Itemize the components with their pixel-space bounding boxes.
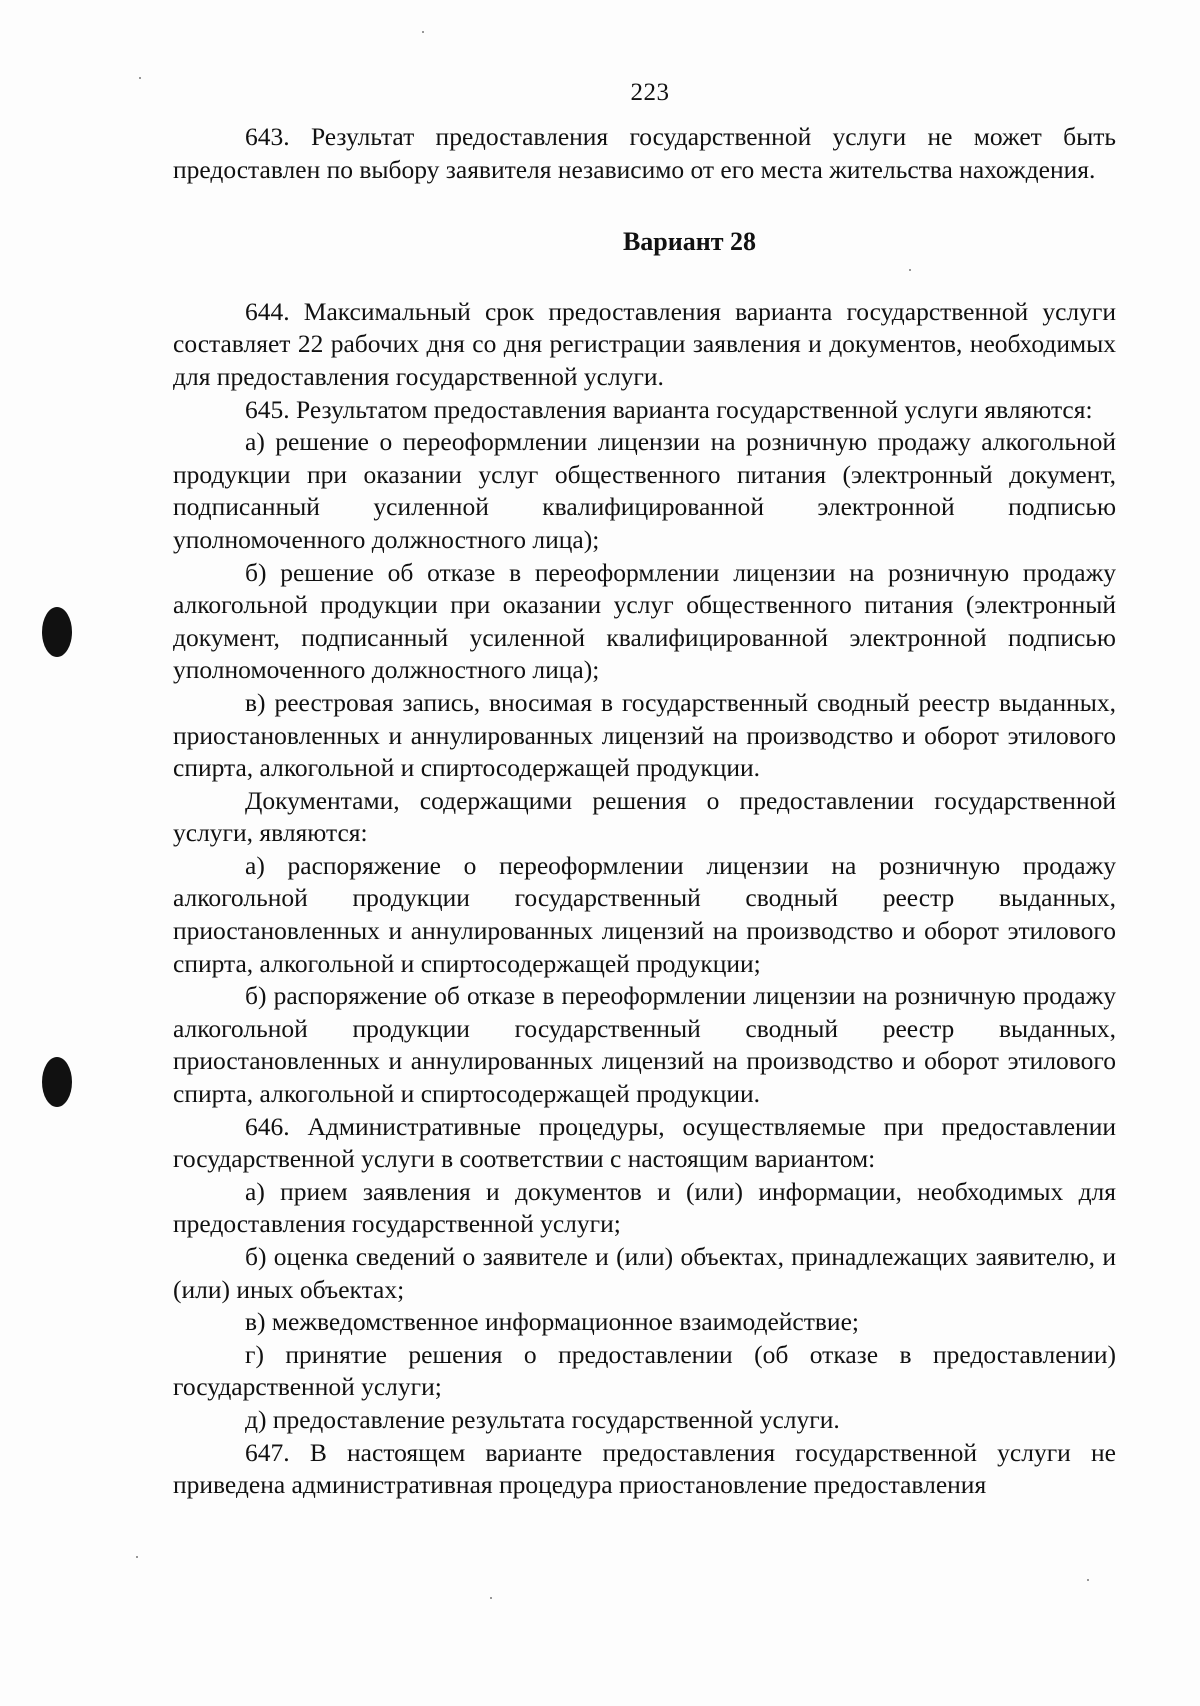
list-item-645-a: а) решение о переоформлении лицензии на розничную продажу алкогольной продукции при оказании услуг общественного питания (электронный документ, подписанный усиленной квалифицированной электронной подписью уполномоченного должностного лица); [173, 427, 1116, 554]
paragraph-documents: Документами, содержащими решения о предоставлении государственной услуги, являются: [173, 785, 1116, 848]
document-body [173, 121, 1116, 1502]
list-item-646-d: д) предоставление результата государственной услуги. [245, 1404, 840, 1434]
binder-hole-mark [42, 1057, 72, 1107]
list-item-documents-a: а) распоряжение о переоформлении лицензии на розничную продажу алкогольной продукции государственный сводный реестр выданных, приостановленных и аннулированных лицензий на производство и оборот этилового спирта, алкогольной и спиртосодержащей продукции; [173, 850, 1116, 978]
paragraph-644: 644. Максимальный срок предоставления варианта государственной услуги составляет 22 рабочих дня со дня регистрации заявления и документов, необходимых для предоставления государственной услуги. [173, 296, 1116, 391]
page-number: 223 [630, 79, 670, 106]
scan-speck [1087, 1579, 1089, 1581]
binder-hole-mark [42, 607, 72, 657]
section-heading: Вариант 28 [622, 227, 757, 257]
scan-speck [136, 1556, 138, 1558]
list-item-645-b: б) решение об отказе в переоформлении лицензии на розничную продажу алкогольной продукции при оказании услуг общественного питания (электронный документ, подписанный усиленной квалифицированной электронной подписью уполномоченного должностного лица); [173, 557, 1116, 685]
list-item-645-v: в) реестровая запись, вносимая в государственный сводный реестр выданных, приостановленных и аннулированных лицензий на производство и оборот этилового спирта, алкогольной и спиртосодержащей продукции. [173, 687, 1116, 783]
paragraph-645: 645. Результатом предоставления варианта государственной услуги являются: [245, 394, 1093, 424]
paragraph-647: 647. В настоящем варианте предоставления государственной услуги не приведена административная процедура приостановление предоставления [173, 1437, 1116, 1500]
scan-speck [422, 31, 424, 33]
list-item-documents-b: б) распоряжение об отказе в переоформлении лицензии на розничную продажу алкогольной продукции государственный сводный реестр выданных, приостановленных и аннулированных лицензий на производство и оборот этилового спирта, алкогольной и спиртосодержащей продукции. [173, 981, 1116, 1109]
list-item-646-g: г) принятие решения о предоставлении (об отказе в предоставлении) государственной услуги; [173, 1339, 1116, 1402]
list-item-646-b: б) оценка сведений о заявителе и (или) объектах, принадлежащих заявителю, и (или) иных объектах; [173, 1242, 1116, 1304]
paragraph-646: 646. Административные процедуры, осуществляемые при предоставлении государственной услуги в соответствии с настоящим вариантом: [173, 1111, 1116, 1174]
list-item-646-v: в) межведомственное информационное взаимодействие; [245, 1307, 859, 1337]
scan-speck [490, 1597, 492, 1599]
paragraph-643: 643. Результат предоставления государственной услуги не может быть предоставлен по выбору заявителя независимо от его места жительства нахождения. [173, 122, 1116, 184]
list-item-646-a: а) прием заявления и документов и (или) информации, необходимых для предоставления государственной услуги; [173, 1176, 1116, 1239]
